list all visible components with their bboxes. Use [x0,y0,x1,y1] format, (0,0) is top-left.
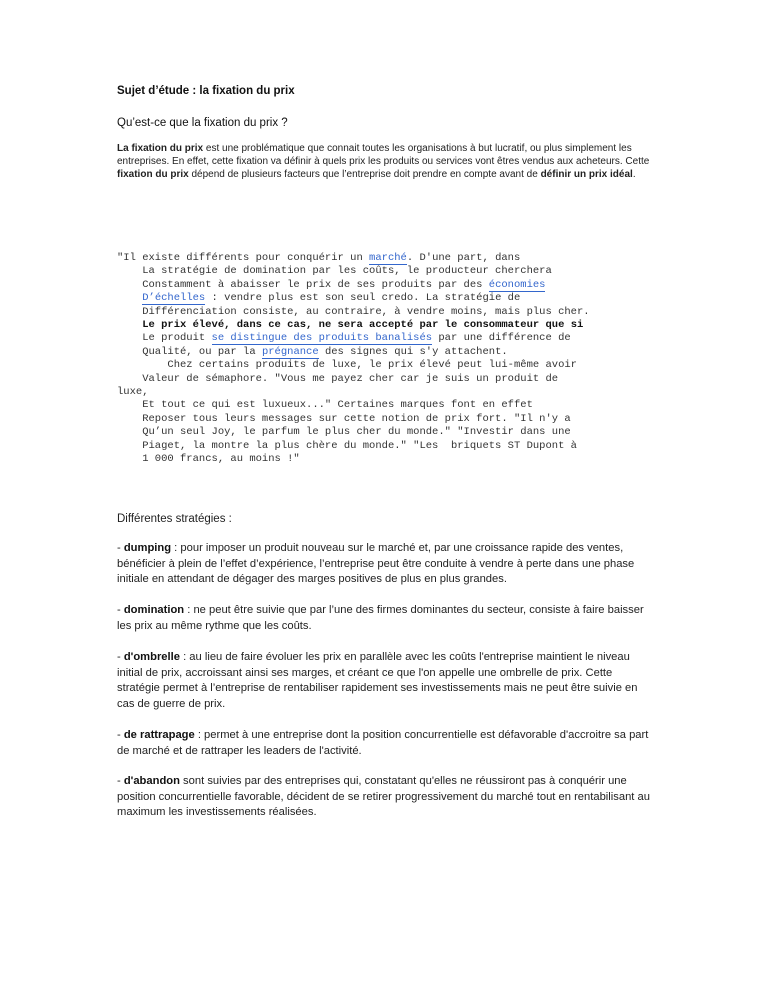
link-marche[interactable]: marché [369,252,407,264]
quote-line: : vendre plus est son seul credo. La stratégie de [205,292,521,305]
quote-line: Le produit [117,332,212,345]
quote-line: par une différence de [432,332,571,345]
strategy-name: d'abandon [123,775,180,787]
quote-line: Constamment à abaisser le prix de ses produits par des [117,278,489,291]
strategy-dash: - [117,604,124,616]
intro-text-3: . [632,169,636,180]
intro-text-2: dépend de plusieurs facteurs que l’entreprise doit prendre en compte avant de [188,169,541,180]
quote-line: Piaget, la montre la plus chère du monde." "Les briquets ST Dupont à [117,439,577,452]
strategy-text: : ne peut être suivie que par l’une des firmes dominantes du secteur, consiste à faire baisser les prix au même rythme que les coûts. [117,604,644,632]
strategy-dumping [117,541,657,588]
strategy-text: : pour imposer un produit nouveau sur le marché et, par une croissance rapide des ventes, bénéficier à plein de l’effet d’expérience, l’entreprise peut être conduite à vendre à perte dans une phase initiale en attendant de dégager des marges positives de plus en plus grandes. [117,542,635,586]
quote-bold-line: Le prix élevé, dans ce cas, ne sera accepté par le consommateur que si [142,319,584,332]
quote-line: La stratégie de domination par les coûts, le producteur cherchera [117,265,552,278]
intro-paragraph [117,142,657,181]
intro-bold-3: définir un prix idéal [540,169,633,180]
strategy-name: d'ombrelle [123,651,180,663]
strategy-text: : permet à une entreprise dont la position concurrentielle est défavorable d'accroitre sa part de marché et de rattraper les leaders de l'activité. [117,729,649,757]
strategy-rattrapage [117,728,657,759]
quote-line: Différenciation consiste, au contraire, à vendre moins, mais plus cher. [117,305,590,318]
strategy-ombrelle [117,650,657,712]
link-produits-banalises[interactable]: se distingue des produits banalisés [211,332,433,345]
intro-text-1: est une problématique que connait toutes les organisations à but lucratif, ou plus simplement les entreprises. En effet, cette fixation va définir à quels prix les produits ou services vont êtres vendus aux acheteurs. Cette [117,143,650,167]
quote-line [117,319,142,331]
strategy-abandon [117,774,657,821]
quote-line: Chez certains produits de luxe, le prix élevé peut lui-même avoir [117,359,577,372]
quote-line: Valeur de sémaphore. "Vous me payez cher car je suis un produit de [117,372,559,385]
strategy-dash: - [117,651,124,663]
quote-line [117,292,142,304]
document-title: Sujet d’étude : la fixation du prix [117,85,295,97]
link-economies[interactable]: économies [488,278,546,291]
quote-line: luxe, [117,386,149,399]
intro-bold-1: La fixation du prix [117,143,204,154]
quote-line: . D'une part, dans [406,252,521,264]
quote-line: "Il existe différents pour conquérir un [117,252,370,264]
strategy-dash: - [117,775,124,787]
strategy-domination [117,603,657,634]
quote-block [117,252,662,467]
quote-line: des signes qui s'y attachent. [318,345,508,358]
strategy-dash: - [117,542,124,554]
quote-line: Qualité, ou par la [117,345,262,358]
strategy-dash: - [117,729,124,741]
strategy-text: sont suivies par des entreprises qui, constatant qu'elles ne réussiront pas à conquérir une position concurrentielle favorable, décident de se retirer progressivement du marché tout en rentabilisant au maximum les investissements réalisées. [117,775,650,819]
link-echelles[interactable]: D’échelles [142,292,206,305]
link-pregnance[interactable]: prégnance [261,345,319,358]
strategy-text: : au lieu de faire évoluer les prix en parallèle avec les coûts l'entreprise maintient le niveau initial de prix, accroissant ainsi ses marges, et créant ce que l'on appelle une ombrelle de prix. Cette stratégie permet à l’entreprise de rentabiliser rapidement ses investissements mais ne peut être suivie en cas de guerre de prix. [117,651,638,710]
document-subtitle: Qu’est-ce que la fixation du prix ? [117,117,288,129]
strategy-name: de rattrapage [123,729,195,741]
strategies-heading: Différentes stratégies : [117,513,232,525]
strategy-name: domination [123,604,185,616]
strategy-name: dumping [123,542,172,554]
quote-line: Qu’un seul Joy, le parfum le plus cher du monde." "Investir dans une [117,426,571,439]
intro-bold-2: fixation du prix [117,169,189,180]
quote-line: Et tout ce qui est luxueux..." Certaines marques font en effet [117,399,533,412]
quote-line: Reposer tous leurs messages sur cette notion de prix fort. "Il n'y a [117,412,571,425]
quote-line: 1 000 francs, au moins !" [117,453,300,466]
